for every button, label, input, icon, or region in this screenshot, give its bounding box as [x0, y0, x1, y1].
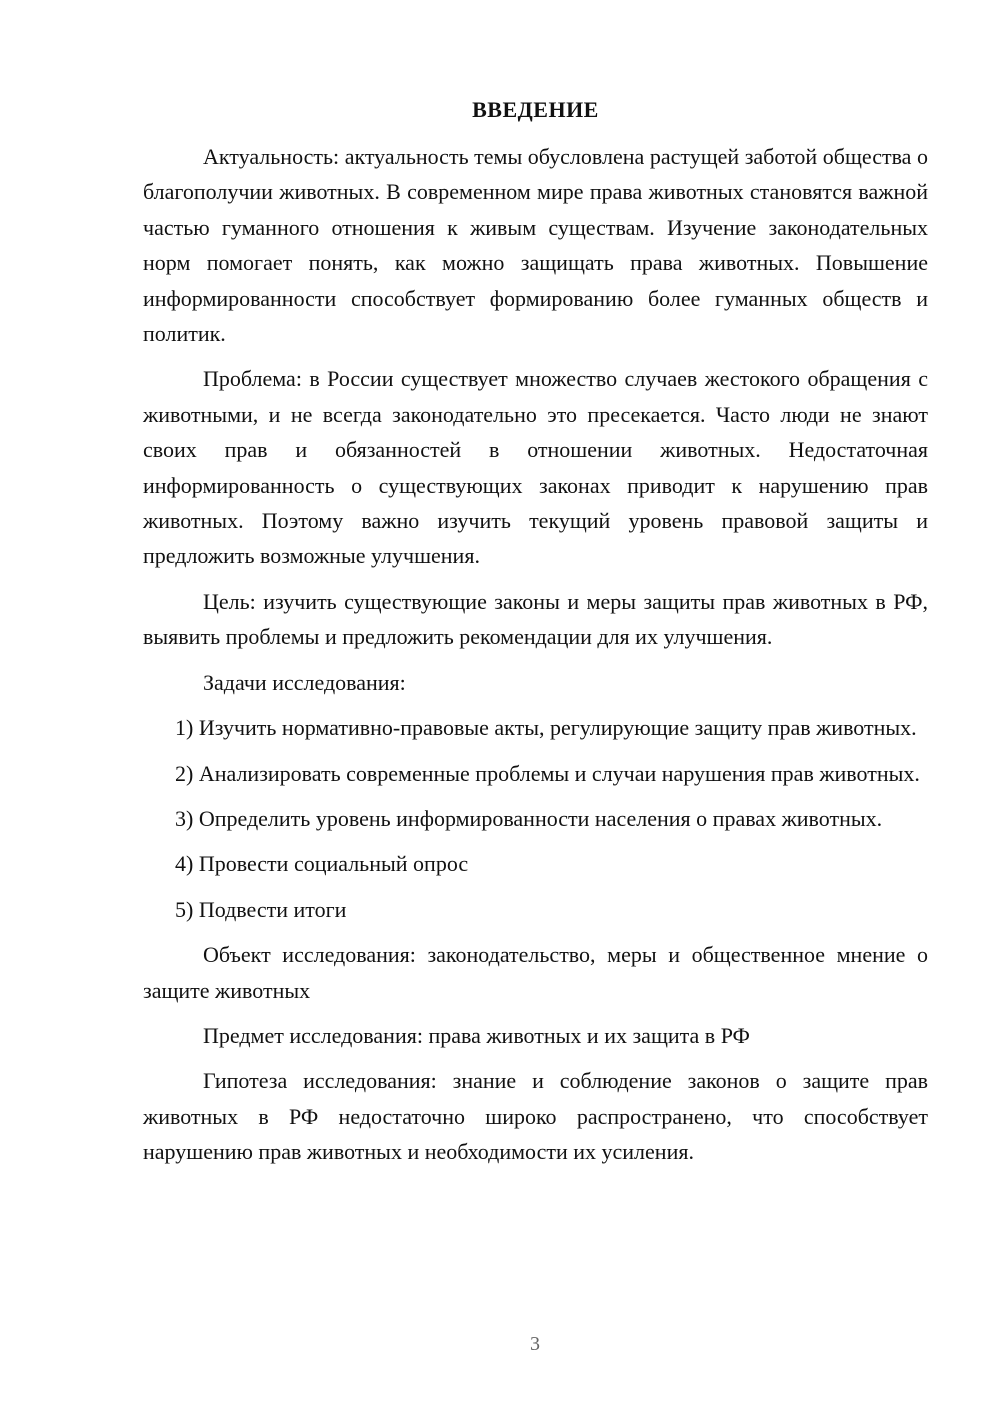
document-page [143, 97, 928, 1180]
task-item: 4) Провести социальный опрос [175, 851, 469, 877]
research-object-paragraph: Объект исследования: законодательство, меры и общественное мнение о защите животных [143, 942, 928, 1003]
hypothesis-paragraph: Гипотеза исследования: знание и соблюдение законов о защите прав животных в РФ недостаточно широко распространено, что способствует нарушению прав животных и необходимости их усиления. [143, 1068, 928, 1165]
task-item: 2) Анализировать современные проблемы и случаи нарушения прав животных. [175, 760, 920, 786]
goal-paragraph: Цель: изучить существующие законы и меры защиты прав животных в РФ, выявить проблемы и предложить рекомендации для их улучшения. [143, 588, 928, 650]
document-title: ВВЕДЕНИЕ [472, 97, 599, 122]
page-number: 3 [530, 1333, 540, 1355]
relevance-paragraph: Актуальность: актуальность темы обусловлена растущей заботой общества о благополучии животных. В современном мире права животных становятся важной частью гуманного отношения к живым существам. Изучение законодательных норм помогает понять, как можно защищать права животных. Повышение информированности способствует формированию более гуманных обществ и политик. [143, 144, 928, 347]
tasks-heading: Задачи исследования: [203, 669, 406, 695]
research-subject-paragraph: Предмет исследования: права животных и их защита в РФ [203, 1022, 750, 1048]
task-item: 3) Определить уровень информированности населения о правах животных. [175, 805, 883, 831]
task-item: 5) Подвести итоги [175, 896, 347, 922]
task-item: 1) Изучить нормативно-правовые акты, регулирующие защиту прав животных. [175, 715, 917, 741]
problem-paragraph: Проблема: в России существует множество случаев жестокого обращения с животными, и не всегда законодательно это пресекается. Часто люди не знают своих прав и обязанностей в отношении животных. Недостаточная информированность о существующих законах приводит к нарушению прав животных. Поэтому важно изучить текущий уровень правовой защиты и предложить возможные улучшения. [143, 366, 928, 569]
